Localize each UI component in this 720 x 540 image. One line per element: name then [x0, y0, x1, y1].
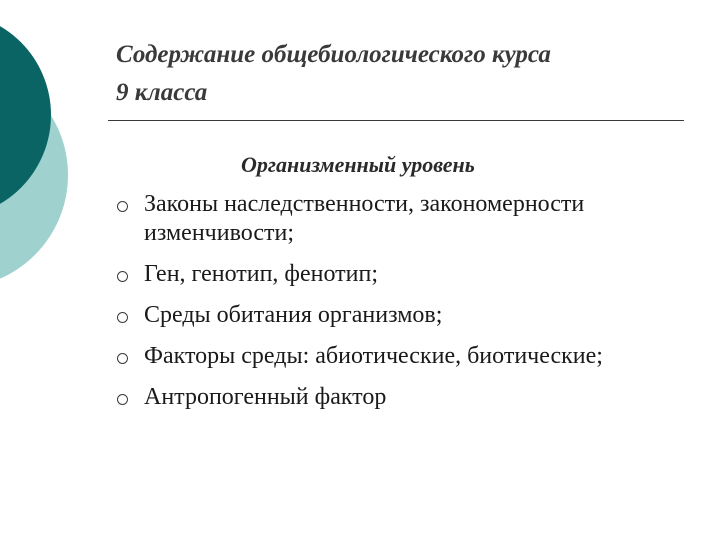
slide-subtitle: Организменный уровень	[241, 152, 475, 177]
bullet-item	[112, 383, 702, 412]
hollow-circle-icon	[117, 271, 128, 282]
slide-title-line-1: Содержание общебиологического курса	[116, 41, 551, 68]
bullet-item	[112, 260, 702, 289]
title-divider	[108, 120, 684, 121]
hollow-circle-icon	[117, 394, 128, 405]
decorative-circles-graphic	[0, 0, 110, 300]
bullet-text: Ген, генотип, фенотип;	[144, 261, 378, 287]
bullet-text: Факторы среды: абиотические, биотические;	[144, 343, 603, 369]
slide-title-line-2: 9 класса	[116, 79, 208, 106]
bullet-item	[112, 301, 702, 330]
hollow-circle-icon	[117, 201, 128, 212]
hollow-circle-icon	[117, 353, 128, 364]
bullet-text: Среды обитания организмов;	[144, 302, 443, 328]
bullet-list	[112, 190, 702, 424]
bullet-text: Законы наследственности, закономерности изменчивости;	[144, 191, 585, 246]
slide-title	[116, 36, 696, 112]
bullet-text: Антропогенный фактор	[144, 384, 387, 410]
bullet-item	[112, 342, 702, 371]
bullet-item	[112, 190, 702, 248]
hollow-circle-icon	[117, 312, 128, 323]
